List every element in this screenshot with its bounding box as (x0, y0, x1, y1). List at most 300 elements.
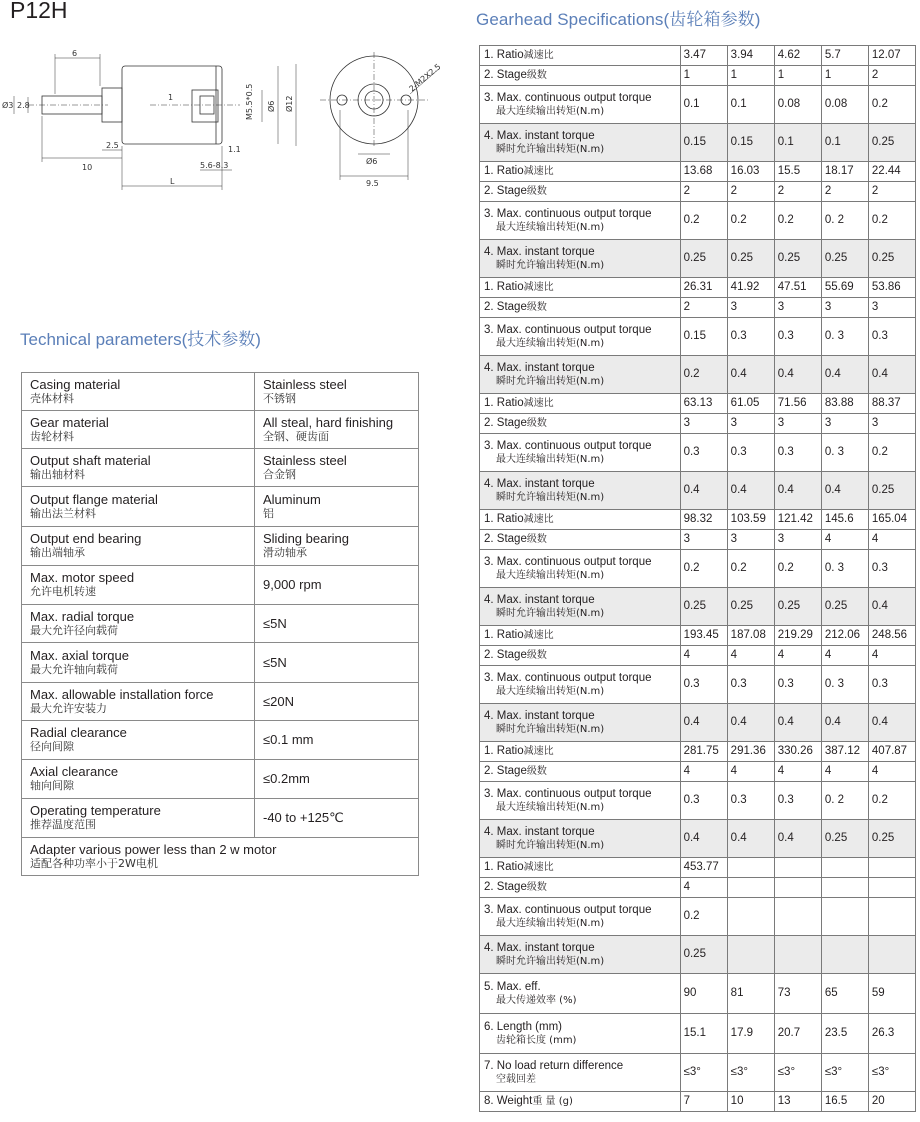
gear-label-cn: 级数 (526, 766, 547, 777)
gearhead-spec-table (479, 45, 916, 1112)
gear-row-ratio (480, 626, 916, 646)
tech-value-cn: 不锈钢 (263, 391, 296, 405)
dim-2-8: 2.8 (17, 101, 30, 110)
gear-value: 1 (821, 66, 868, 86)
gear-row-continuous-torque (480, 86, 916, 124)
gear-label-en: 3. Max. continuous output torque (484, 903, 652, 916)
gear-value: 90 (680, 974, 727, 1014)
gear-label-en: 3. Max. continuous output torque (484, 439, 652, 452)
tech-param-en: Gear material (30, 414, 109, 430)
gear-value (774, 936, 821, 974)
gear-label (480, 858, 681, 878)
gear-value: 18.17 (821, 162, 868, 182)
gear-value: 0. 2 (821, 782, 868, 820)
gear-label (480, 704, 681, 742)
gear-label-cn: 级数 (526, 650, 547, 661)
gear-row-stage (480, 878, 916, 898)
gear-label (480, 626, 681, 646)
gear-label-cn: 级数 (526, 186, 547, 197)
gear-row-stage (480, 182, 916, 202)
gear-label (480, 936, 681, 974)
gear-label (480, 878, 681, 898)
tech-footer-row (22, 838, 419, 876)
gear-value: 407.87 (868, 742, 915, 762)
gear-label (480, 1014, 681, 1054)
tech-row (22, 527, 419, 566)
dim-thread: 2-M2X2.5 (407, 62, 443, 94)
gear-value: 0.4 (821, 472, 868, 510)
gear-row-instant-torque (480, 472, 916, 510)
gear-value: 0.25 (680, 936, 727, 974)
gear-value: 2 (680, 298, 727, 318)
gear-label-cn: 瞬时允许输出转矩(N.m) (496, 259, 605, 271)
gear-value: 0.4 (727, 356, 774, 394)
gear-label (480, 356, 681, 394)
gear-label (480, 646, 681, 666)
gear-label (480, 202, 681, 240)
gear-label (480, 124, 681, 162)
tech-row (22, 605, 419, 643)
gear-value (821, 878, 868, 898)
tech-param-value (255, 605, 419, 643)
tech-value-en: ≤0.1 mm (263, 732, 314, 747)
gear-value: 4 (727, 646, 774, 666)
dim-1: 1 (168, 93, 174, 102)
gear-value: 0.2 (868, 782, 915, 820)
tech-value-en: ≤5N (263, 615, 287, 631)
gear-row-instant-torque (480, 588, 916, 626)
gear-label-cn: 减速比 (523, 50, 554, 61)
gear-label-cn: 最大连续输出转矩(N.m) (496, 917, 605, 929)
gear-label-cn: 最大连续输出转矩(N.m) (496, 337, 605, 349)
gear-value: 0.25 (821, 820, 868, 858)
gear-value: 0.15 (680, 124, 727, 162)
gear-value: 0.25 (821, 588, 868, 626)
gear-label-cn: 最大连续输出转矩(N.m) (496, 569, 605, 581)
gear-label-en: 2. Stage (484, 881, 527, 893)
gear-value: 212.06 (821, 626, 868, 646)
gear-row-continuous-torque (480, 550, 916, 588)
gear-value: 0.2 (868, 434, 915, 472)
gear-value: 0.4 (727, 704, 774, 742)
gear-value: 248.56 (868, 626, 915, 646)
gear-value: 3 (774, 530, 821, 550)
gear-value: 0. 3 (821, 318, 868, 356)
gear-value: 0.3 (727, 434, 774, 472)
gear-value: 65 (821, 974, 868, 1014)
gear-value: 2 (727, 182, 774, 202)
gear-label (480, 510, 681, 530)
gear-label (480, 182, 681, 202)
gear-value: 0.4 (680, 820, 727, 858)
gear-value: 12.07 (868, 46, 915, 66)
gear-label-cn: 减速比 (523, 746, 554, 757)
gear-value: 0. 3 (821, 434, 868, 472)
gear-label-cn: 最大连续输出转矩(N.m) (496, 453, 605, 465)
gear-value: 73 (774, 974, 821, 1014)
gear-label-en: 2. Stage (484, 185, 527, 197)
gear-label (480, 240, 681, 278)
gear-value: 55.69 (821, 278, 868, 298)
gear-value: 3 (868, 414, 915, 434)
gear-value: 0. 2 (821, 202, 868, 240)
gear-value: 0.25 (821, 240, 868, 278)
gear-row-no-load-return (480, 1054, 916, 1092)
gear-value: 0.4 (821, 356, 868, 394)
gear-value: 0.4 (680, 472, 727, 510)
gear-value: ≤3° (727, 1054, 774, 1092)
gear-label (480, 414, 681, 434)
tech-param-cn: 允许电机转速 (30, 585, 96, 598)
gear-row-instant-torque (480, 936, 916, 974)
gear-value: ≤3° (680, 1054, 727, 1092)
gear-label-cn: 重 量 (g) (532, 1096, 573, 1107)
tech-param-name (22, 527, 255, 566)
gear-value: 0.25 (680, 240, 727, 278)
gear-value: 4.62 (774, 46, 821, 66)
gear-value: 0.15 (727, 124, 774, 162)
gear-label-cn: 减速比 (523, 514, 554, 525)
gear-value: 0.3 (680, 666, 727, 704)
gear-label (480, 820, 681, 858)
gear-label (480, 66, 681, 86)
gear-label-en: 1. Ratio (484, 397, 524, 409)
gear-value: 4 (868, 646, 915, 666)
gear-value: 4 (868, 530, 915, 550)
gear-row-ratio (480, 510, 916, 530)
gear-value: 0.3 (727, 782, 774, 820)
gear-value: 0.4 (680, 704, 727, 742)
tech-row (22, 760, 419, 799)
gear-row-weight (480, 1092, 916, 1112)
tech-param-cn: 齿轮材料 (30, 429, 74, 443)
gear-label-cn: 级数 (526, 534, 547, 545)
gear-value: 0.2 (868, 202, 915, 240)
gear-value: ≤3° (821, 1054, 868, 1092)
tech-param-cn: 最大允许安装力 (30, 701, 107, 715)
gear-row-instant-torque (480, 240, 916, 278)
tech-row (22, 449, 419, 487)
gear-value: 10 (727, 1092, 774, 1112)
technical-parameters-table (21, 372, 419, 876)
tech-value-en: Stainless steel (263, 376, 347, 392)
gear-value: 0.4 (774, 356, 821, 394)
gear-row-continuous-torque (480, 898, 916, 936)
gear-value: 0.4 (727, 820, 774, 858)
gear-label-en: 2. Stage (484, 533, 527, 545)
dim-1-1: 1.1 (228, 145, 241, 154)
tech-param-value (255, 683, 419, 721)
tech-footer (22, 838, 419, 876)
tech-param-en: Casing material (30, 376, 121, 392)
gear-label-en: 3. Max. continuous output torque (484, 91, 652, 104)
tech-row (22, 643, 419, 683)
gear-value: 3 (727, 298, 774, 318)
gear-value: 88.37 (868, 394, 915, 414)
gear-row-continuous-torque (480, 434, 916, 472)
tech-param-cn: 轴向间隙 (30, 779, 74, 792)
tech-param-value (255, 487, 419, 527)
gear-label-en: 4. Max. instant torque (484, 245, 595, 258)
gear-label-cn: 减速比 (523, 282, 554, 293)
tech-row (22, 721, 419, 760)
tech-row (22, 799, 419, 838)
gear-label-en: 2. Stage (484, 765, 527, 777)
gear-value: 63.13 (680, 394, 727, 414)
tech-param-en: Output shaft material (30, 452, 151, 468)
gear-value: 291.36 (727, 742, 774, 762)
gear-label-cn: 瞬时允许输出转矩(N.m) (496, 839, 605, 851)
gear-value: 0.2 (727, 550, 774, 588)
gear-row-ratio (480, 394, 916, 414)
gear-label (480, 666, 681, 704)
gear-label-cn: 级数 (526, 882, 547, 893)
gear-label-cn: 减速比 (523, 166, 554, 177)
gear-value (727, 858, 774, 878)
gear-label-cn: 最大连续输出转矩(N.m) (496, 105, 605, 117)
gear-value (727, 878, 774, 898)
gear-label (480, 742, 681, 762)
gear-label (480, 974, 681, 1014)
gear-value: 0.25 (727, 588, 774, 626)
gear-value: 0.15 (680, 318, 727, 356)
gear-value: 187.08 (727, 626, 774, 646)
gear-value: 3.94 (727, 46, 774, 66)
gear-value: 0.2 (727, 202, 774, 240)
gear-value: 0.3 (868, 318, 915, 356)
gear-label (480, 472, 681, 510)
gear-value: 23.5 (821, 1014, 868, 1054)
gear-value: 3 (774, 414, 821, 434)
tech-param-cn: 径向间隙 (30, 740, 74, 753)
gear-row-stage (480, 414, 916, 434)
gear-label-cn: 减速比 (523, 862, 554, 873)
gear-value: 83.88 (821, 394, 868, 414)
gear-label-en: 3. Max. continuous output torque (484, 787, 652, 800)
gear-value: 7 (680, 1092, 727, 1112)
tech-param-name (22, 373, 255, 411)
gear-value: 2 (774, 182, 821, 202)
technical-parameters-title: Technical parameters(技术参数) (20, 330, 261, 349)
gear-label (480, 782, 681, 820)
tech-row (22, 683, 419, 721)
tech-param-name (22, 605, 255, 643)
tech-value-en: ≤20N (263, 693, 294, 709)
tech-param-en: Operating temperature (30, 803, 161, 818)
tech-param-cn: 最大允许轴向载荷 (30, 662, 118, 676)
gear-value: 2 (868, 182, 915, 202)
gear-label-en: 8. Weight (484, 1095, 533, 1107)
gear-label (480, 1054, 681, 1092)
tech-param-en: Max. radial torque (30, 608, 135, 624)
gear-value: 1 (774, 66, 821, 86)
gear-label (480, 298, 681, 318)
gear-row-efficiency (480, 974, 916, 1014)
gear-label-cn: 级数 (526, 302, 547, 313)
tech-param-name (22, 643, 255, 683)
gear-label-en: 4. Max. instant torque (484, 361, 595, 374)
gear-label-en: 4. Max. instant torque (484, 709, 595, 722)
tech-value-en: Stainless steel (263, 452, 347, 468)
gear-value: 0.3 (774, 318, 821, 356)
gear-value: 59 (868, 974, 915, 1014)
gear-label (480, 588, 681, 626)
gear-row-ratio (480, 858, 916, 878)
gear-value: 0.4 (868, 588, 915, 626)
gear-label-en: 3. Max. continuous output torque (484, 671, 652, 684)
gear-value: 0.25 (774, 240, 821, 278)
tech-param-en: Output flange material (30, 491, 158, 507)
dim-L: L (170, 177, 175, 186)
tech-param-value (255, 643, 419, 683)
tech-param-value (255, 449, 419, 487)
gear-value: 4 (774, 762, 821, 782)
tech-row (22, 487, 419, 527)
tech-value-cn: 滑动轴承 (263, 546, 307, 559)
dim-m5-5: M5.5*0.5 (245, 83, 254, 120)
tech-param-en: Output end bearing (30, 531, 142, 546)
gear-value: 4 (821, 530, 868, 550)
gear-value: 0.3 (680, 782, 727, 820)
tech-value-en: All steal, hard finishing (263, 414, 394, 430)
gear-value: 0.2 (680, 356, 727, 394)
gear-value: 4 (680, 878, 727, 898)
gear-value: 16.03 (727, 162, 774, 182)
gear-value: 4 (727, 762, 774, 782)
gear-row-stage (480, 66, 916, 86)
gear-value: 1 (727, 66, 774, 86)
gear-value: 26.31 (680, 278, 727, 298)
gear-label (480, 1092, 681, 1112)
gear-value: 0.25 (868, 820, 915, 858)
gear-label (480, 762, 681, 782)
gear-value: 0. 3 (821, 666, 868, 704)
gear-label-en: 4. Max. instant torque (484, 825, 595, 838)
gear-value: 3 (680, 414, 727, 434)
gear-value: 3.47 (680, 46, 727, 66)
tech-param-en: Max. motor speed (30, 570, 135, 585)
gear-value: 3 (680, 530, 727, 550)
gear-label-cn: 瞬时允许输出转矩(N.m) (496, 491, 605, 503)
gear-value: 0.25 (774, 588, 821, 626)
gear-value: 0.3 (774, 782, 821, 820)
gear-row-instant-torque (480, 356, 916, 394)
gear-value: 193.45 (680, 626, 727, 646)
gear-value: 0.2 (680, 550, 727, 588)
gear-value (821, 898, 868, 936)
dimension-drawing (0, 50, 470, 200)
gear-label-en: 2. Stage (484, 649, 527, 661)
gear-value: 13.68 (680, 162, 727, 182)
gear-value: 3 (727, 530, 774, 550)
gear-value: 4 (821, 646, 868, 666)
gear-label-en: 3. Max. continuous output torque (484, 555, 652, 568)
tech-param-value (255, 566, 419, 605)
tech-param-name (22, 566, 255, 605)
gear-label-cn: 减速比 (523, 398, 554, 409)
gear-label-cn: 级数 (526, 70, 547, 81)
gear-row-continuous-torque (480, 666, 916, 704)
tech-param-name (22, 487, 255, 527)
gear-label-en: 4. Max. instant torque (484, 477, 595, 490)
gear-label (480, 394, 681, 414)
gear-value (821, 858, 868, 878)
dim-6: 6 (72, 50, 78, 58)
gear-row-continuous-torque (480, 318, 916, 356)
tech-param-value (255, 721, 419, 760)
gear-label-en: 3. Max. continuous output torque (484, 323, 652, 336)
gear-value: 4 (774, 646, 821, 666)
gear-row-instant-torque (480, 124, 916, 162)
gear-value: 0.4 (868, 356, 915, 394)
gear-value: 0.2 (680, 898, 727, 936)
gear-value: 3 (774, 298, 821, 318)
gear-value: 0.4 (868, 704, 915, 742)
gear-value: 15.1 (680, 1014, 727, 1054)
gear-value: 0.1 (821, 124, 868, 162)
gear-label-en: 7. No load return difference (484, 1059, 624, 1072)
dim-2-5: 2.5 (106, 141, 119, 150)
gear-label-cn: 瞬时允许输出转矩(N.m) (496, 723, 605, 735)
gear-value: 3 (821, 298, 868, 318)
gear-label-cn: 最大连续输出转矩(N.m) (496, 685, 605, 697)
gear-label-cn: 最大连续输出转矩(N.m) (496, 221, 605, 233)
tech-param-cn: 输出法兰材料 (30, 506, 96, 520)
tech-row (22, 566, 419, 605)
gear-value: 26.3 (868, 1014, 915, 1054)
tech-value-en: ≤0.2mm (263, 771, 310, 786)
dim-10: 10 (82, 163, 93, 172)
gear-value: 0.3 (774, 434, 821, 472)
gear-value: 2 (821, 182, 868, 202)
gear-label-en: 2. Stage (484, 69, 527, 81)
tech-param-name (22, 721, 255, 760)
tech-param-name (22, 799, 255, 838)
gear-row-ratio (480, 162, 916, 182)
gear-value (774, 878, 821, 898)
gear-label-en: 4. Max. instant torque (484, 593, 595, 606)
gear-value: 1 (680, 66, 727, 86)
tech-param-en: Max. allowable installation force (30, 686, 214, 702)
tech-param-name (22, 449, 255, 487)
gear-value: 4 (821, 762, 868, 782)
gear-value: 0.25 (868, 240, 915, 278)
gear-value: 47.51 (774, 278, 821, 298)
gear-row-instant-torque (480, 704, 916, 742)
gear-row-ratio (480, 278, 916, 298)
gear-label-cn: 瞬时允许输出转矩(N.m) (496, 375, 605, 387)
gear-value: 13 (774, 1092, 821, 1112)
gear-value: 0.1 (774, 124, 821, 162)
gear-value (868, 878, 915, 898)
gear-value: 0.1 (727, 86, 774, 124)
gear-row-continuous-torque (480, 782, 916, 820)
gear-label (480, 898, 681, 936)
tech-param-value (255, 373, 419, 411)
gear-label-cn: 瞬时允许输出转矩(N.m) (496, 955, 605, 967)
tech-footer-cn: 适配各种功率小于2W电机 (30, 856, 158, 870)
tech-param-value (255, 527, 419, 566)
gear-value (868, 898, 915, 936)
gear-label (480, 550, 681, 588)
gear-label-en: 1. Ratio (484, 49, 524, 61)
gear-value: 103.59 (727, 510, 774, 530)
gear-value: 20.7 (774, 1014, 821, 1054)
gear-value: 121.42 (774, 510, 821, 530)
gear-value: 0.08 (821, 86, 868, 124)
tech-value-cn: 铝 (263, 506, 274, 520)
gear-value: ≤3° (774, 1054, 821, 1092)
